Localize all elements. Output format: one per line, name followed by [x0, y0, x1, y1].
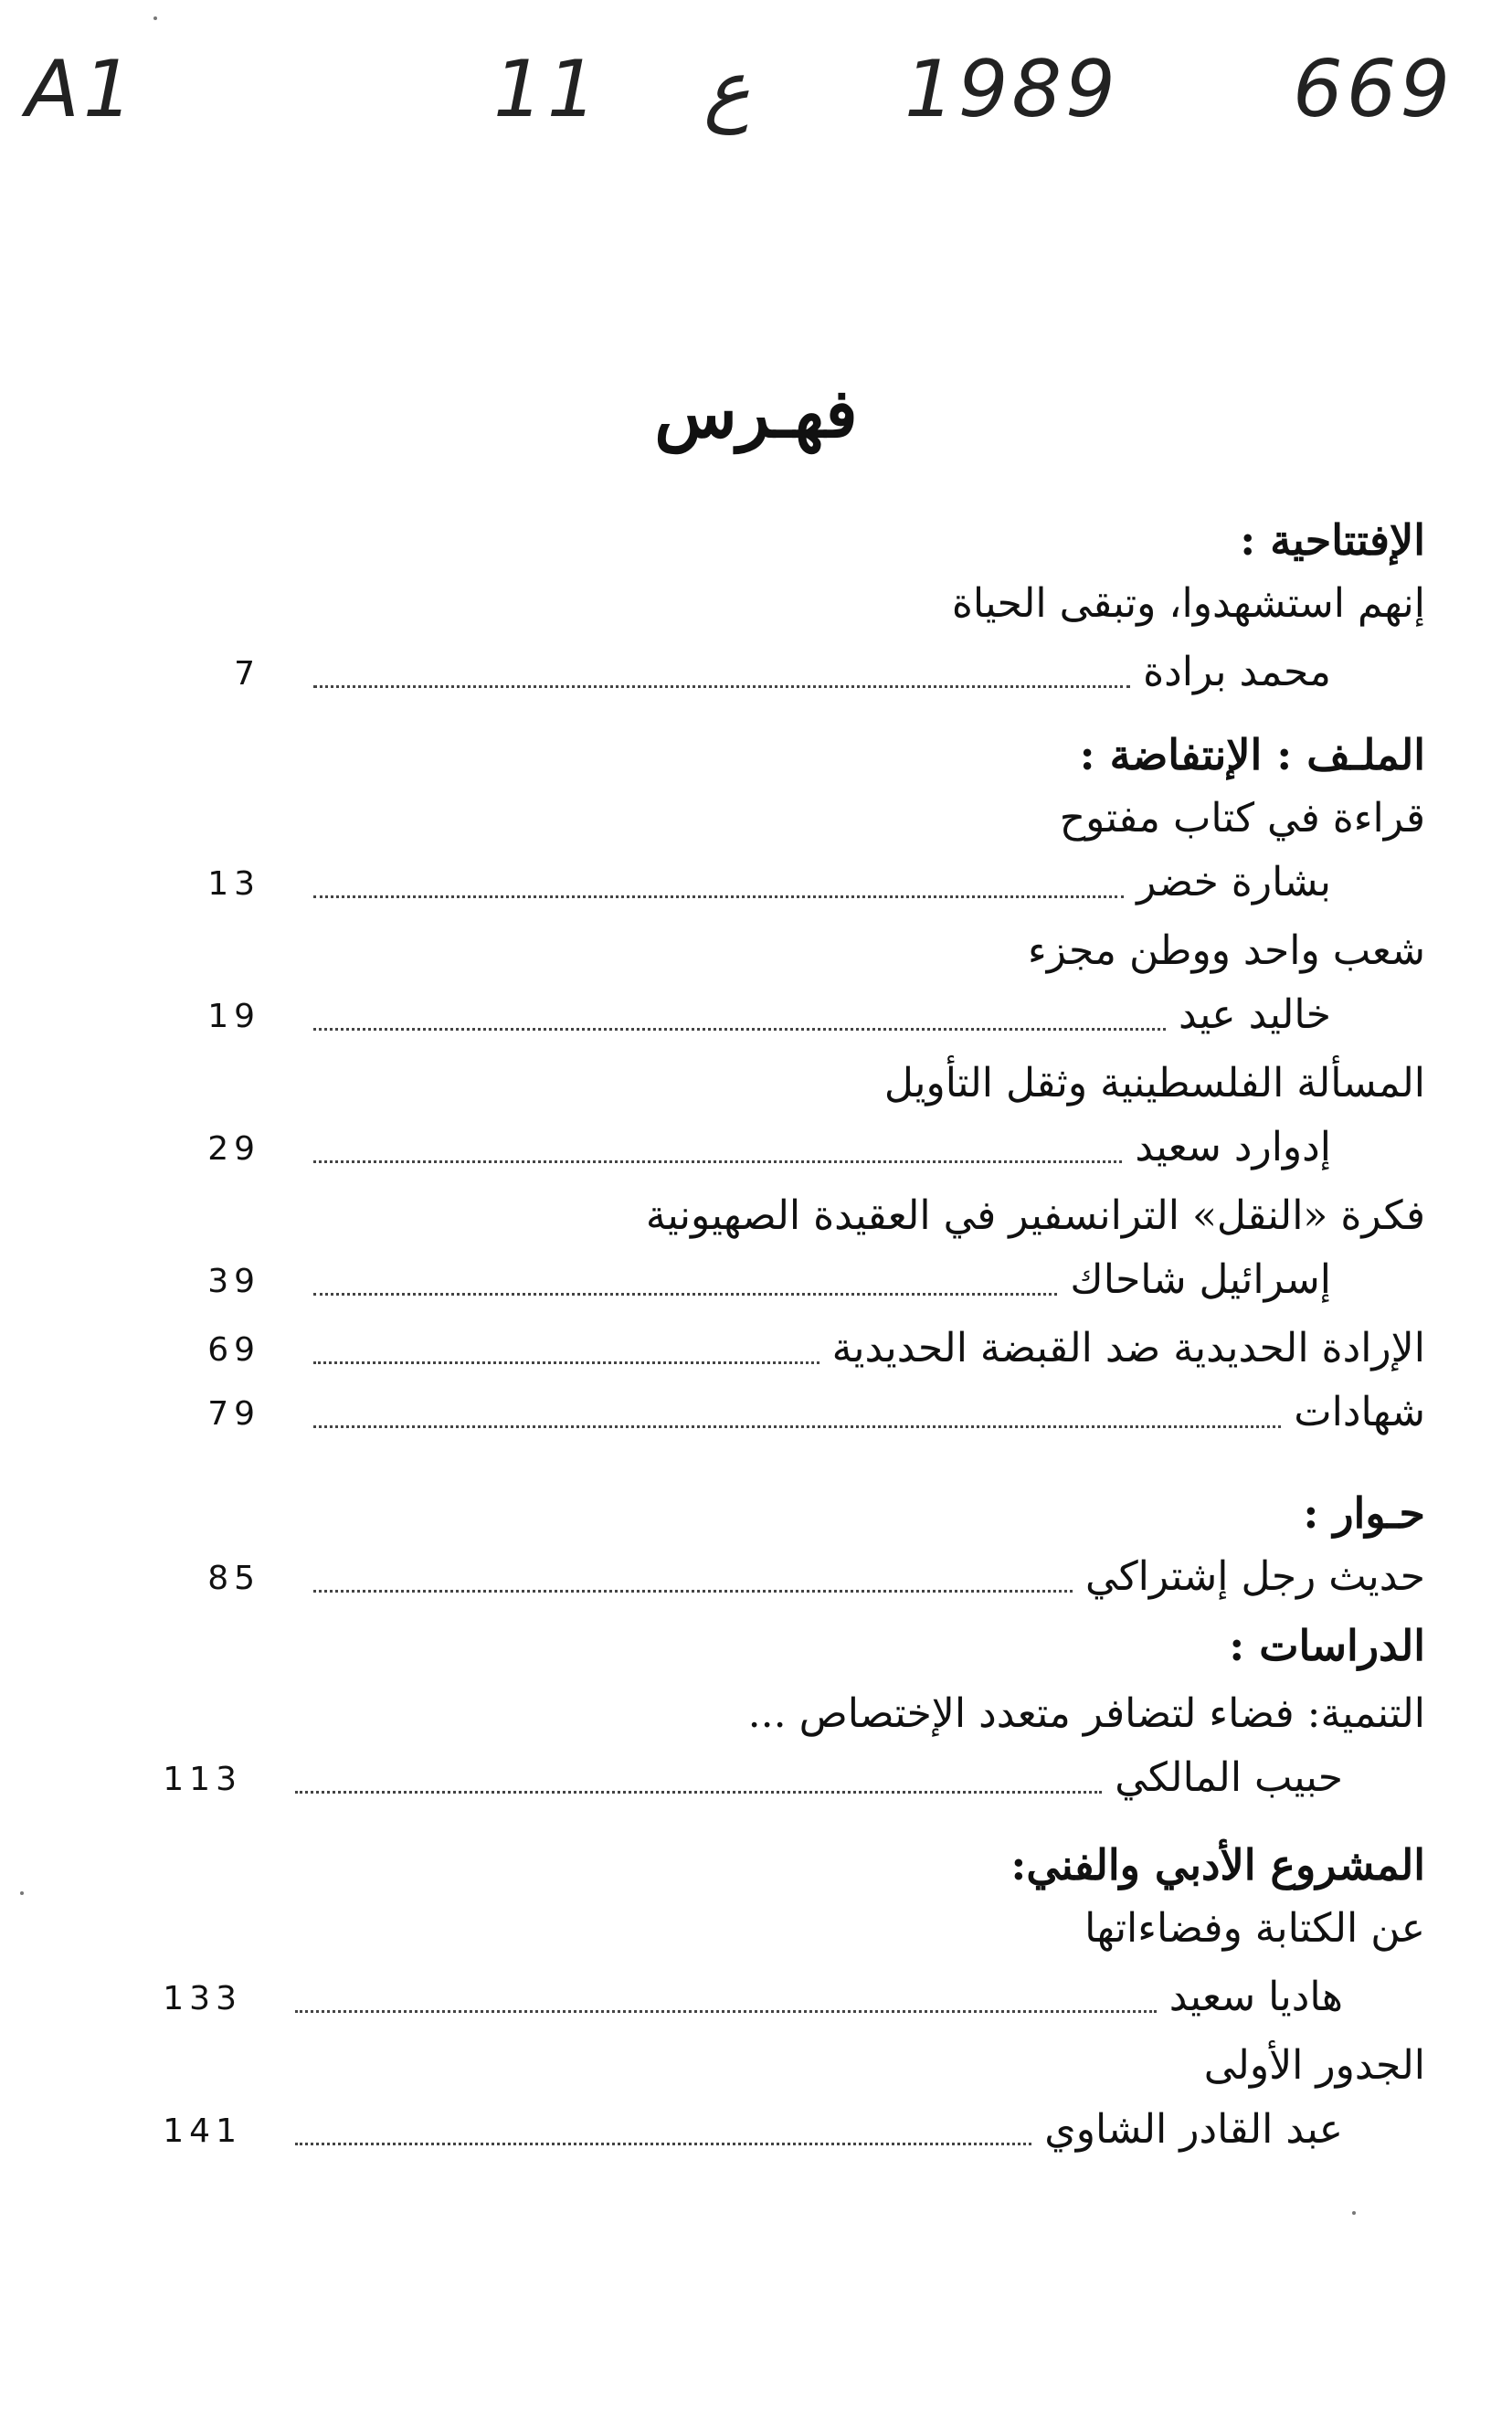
toc-leader-dots [313, 1293, 1057, 1296]
toc-entry-title: عبد القادر الشاوي [1044, 2106, 1343, 2153]
toc-entry-title: الإرادة الحديدية ضد القبضة الحديدية [831, 1325, 1425, 1371]
toc-entry [0, 2097, 1512, 2163]
toc-leader-dots [313, 1590, 1073, 1593]
toc-leader-dots [295, 2010, 1157, 2013]
toc-entry-title: فكرة «النقل» الترانسفير في العقيدة الصهيونية [645, 1192, 1425, 1239]
toc-section-heading: حـوار : [1303, 1488, 1425, 1538]
toc-leader-dots [295, 1791, 1102, 1794]
toc-entry-title: شهادات [1294, 1389, 1425, 1435]
toc-page-number: 29 [207, 1130, 260, 1168]
toc-entry [0, 850, 1512, 916]
scan-speck [153, 16, 157, 20]
page-title: فهـرس [654, 375, 858, 453]
toc-entry [0, 918, 1512, 984]
toc-entry [0, 507, 1512, 573]
handwritten-code: A1 [26, 44, 137, 135]
toc-leader-dots [313, 1361, 819, 1364]
toc-entry-title: عن الكتابة وفضاءاتها [1084, 1905, 1425, 1952]
toc-entry-title: المسألة الفلسطينية وثقل التأويل [883, 1060, 1425, 1106]
toc-page-number: 79 [207, 1395, 260, 1433]
toc-entry-title: حديث رجل إشتراكي [1085, 1553, 1425, 1600]
toc-page-number: 133 [163, 1980, 242, 2017]
toc-entry [0, 1681, 1512, 1747]
toc-page-number: 141 [163, 2112, 242, 2150]
toc-page-number: 13 [207, 865, 260, 903]
toc-entry-title: حبيب المالكي [1115, 1754, 1343, 1801]
toc-entry-title: التنمية: فضاء لتضافر متعدد الإختصاص ... [747, 1690, 1425, 1737]
toc-page-number: 39 [207, 1263, 260, 1300]
toc-leader-dots [313, 1028, 1166, 1031]
handwritten-year: 1989 [904, 44, 1119, 135]
toc-entry [0, 1544, 1512, 1610]
toc-section-heading: الدراسات : [1229, 1621, 1425, 1670]
toc-entry [0, 2033, 1512, 2099]
toc-entry [0, 1964, 1512, 2030]
toc-leader-dots [295, 2143, 1031, 2145]
toc-page-number: 19 [207, 998, 260, 1035]
toc-entry [0, 1480, 1512, 1546]
toc-section-heading: المشروع الأدبي والفني: [1010, 1840, 1425, 1890]
toc-entry-title: خاليد عيد [1179, 991, 1331, 1038]
toc-entry-title: إدوارد سعيد [1135, 1124, 1331, 1170]
toc-section-heading: الإفتتاحية : [1240, 515, 1425, 565]
toc-entry-title: إسرائيل شاحاك [1070, 1256, 1331, 1303]
toc-entry [0, 1380, 1512, 1445]
toc-entry-title: بشارة خضر [1137, 859, 1331, 905]
toc-entry [0, 1613, 1512, 1678]
toc-entry-title: شعب واحد ووطن مجزء [1028, 927, 1425, 974]
toc-entry [0, 1051, 1512, 1117]
toc-entry [0, 982, 1512, 1048]
toc-entry [0, 786, 1512, 852]
toc-entry-title: قراءة في كتاب مفتوح [1059, 795, 1425, 842]
toc-entry [0, 1896, 1512, 1962]
toc-page-number: 85 [207, 1560, 260, 1597]
toc-section-heading: الملـف : الإنتفاضة : [1079, 730, 1425, 779]
toc-entry [0, 1183, 1512, 1249]
toc-entry [0, 722, 1512, 788]
toc-leader-dots [313, 1160, 1122, 1163]
handwritten-day: 11 [493, 44, 601, 135]
toc-page-number: 113 [163, 1761, 242, 1798]
toc-entry [0, 1316, 1512, 1382]
toc-page-number: 69 [207, 1331, 260, 1369]
toc-entry [0, 1247, 1512, 1313]
toc-leader-dots [313, 895, 1124, 898]
handwritten-number: 669 [1293, 44, 1454, 135]
toc-leader-dots [313, 1425, 1281, 1428]
toc-entry-title: إنهم استشهدوا، وتبقى الحياة [951, 580, 1425, 627]
toc-leader-dots [313, 685, 1130, 688]
toc-entry [0, 640, 1512, 705]
toc-entry-title: الجدور الأولى [1203, 2042, 1425, 2089]
toc-entry [0, 1745, 1512, 1811]
toc-entry-title: هاديا سعيد [1168, 1974, 1343, 2020]
toc-entry-title: محمد برادة [1143, 649, 1331, 695]
toc-entry [0, 571, 1512, 637]
handwritten-month: ع [703, 44, 751, 135]
scan-speck [1352, 2211, 1356, 2215]
scan-speck [20, 1891, 24, 1895]
toc-entry [0, 1832, 1512, 1898]
toc-entry [0, 1115, 1512, 1180]
toc-page-number: 7 [234, 655, 260, 693]
